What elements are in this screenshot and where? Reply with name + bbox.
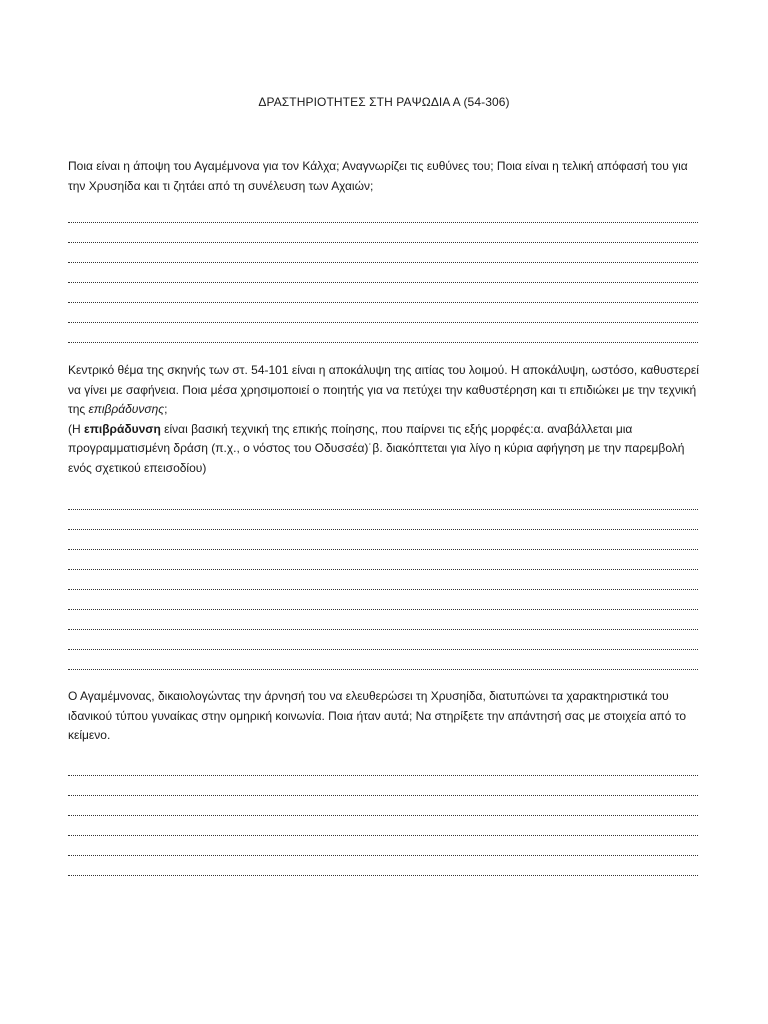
answer-line	[68, 267, 698, 287]
answer-line	[68, 307, 698, 327]
answer-lines-2	[68, 494, 698, 674]
answer-line	[68, 820, 698, 840]
answer-line	[68, 840, 698, 860]
answer-line	[68, 594, 698, 614]
note-term: επιβράδυνση	[84, 421, 161, 436]
answer-line	[68, 654, 698, 674]
answer-line	[68, 614, 698, 634]
answer-line	[68, 287, 698, 307]
question-3: Ο Αγαμέμνονας, δικαιολογώντας την άρνησή του να ελευθερώσει τη Χρυσηίδα, διατυπώνει τα χαρακτηριστικά του ιδανικού τύπου γυναίκας στην ομηρική κοινωνία. Ποια ήταν αυτά; Να στηρίξετε την απάντησή σας με στοιχεία από το κείμενο.	[68, 689, 687, 742]
answer-line	[68, 534, 698, 554]
answer-line	[68, 327, 698, 347]
answer-line	[68, 554, 698, 574]
answer-line	[68, 800, 698, 820]
answer-line	[68, 207, 698, 227]
answer-line	[68, 247, 698, 267]
answer-line	[68, 860, 698, 880]
answer-line	[68, 780, 698, 800]
note-open: (Η	[68, 421, 84, 436]
question-1: Ποια είναι η άποψη του Αγαμέμνονα για τον Κάλχα; Αναγνωρίζει τις ευθύνες του; Ποια είναι η τελική απόφασή του για την Χρυσηίδα και τι ζητάει από τη συνέλευση των Αχαιών;	[68, 159, 688, 193]
question-2-note	[68, 420, 700, 479]
answer-lines-3	[68, 760, 698, 880]
document-title: ΔΡΑΣΤΗΡΙΟΤΗΤΕΣ ΣΤΗ ΡΑΨΩΔΙΑ Α (54-306)	[258, 95, 510, 109]
answer-lines-1	[68, 207, 698, 347]
answer-line	[68, 574, 698, 594]
note-rest: είναι βασική τεχνική της επικής ποίησης, που παίρνει τις εξής μορφές:α. αναβάλλεται μια προγραμματισμένη δράση (π.χ., ο νόστος του Οδυσσέα)˙β. διακόπτεται για λίγο η κύρια αφήγηση με την παρεμβολή ενός σχετικού επεισοδίου)	[68, 421, 685, 475]
answer-line	[68, 760, 698, 780]
question-2-emphasis: επιβράδυνσης	[88, 402, 165, 416]
answer-line	[68, 227, 698, 247]
question-2-end: ;	[164, 402, 168, 416]
answer-line	[68, 494, 698, 514]
question-2	[68, 361, 700, 478]
answer-line	[68, 514, 698, 534]
answer-line	[68, 634, 698, 654]
question-2-text: Κεντρικό θέμα της σκηνής των στ. 54-101 είναι η αποκάλυψη της αιτίας του λοιμού. Η αποκάλυψη, ωστόσο, καθυστερεί να γίνει με σαφήνεια. Ποια μέσα χρησιμοποιεί ο ποιητής για να πετύχει την καθυστέρηση και τι επιδιώκει με την τεχνική της	[68, 363, 699, 416]
